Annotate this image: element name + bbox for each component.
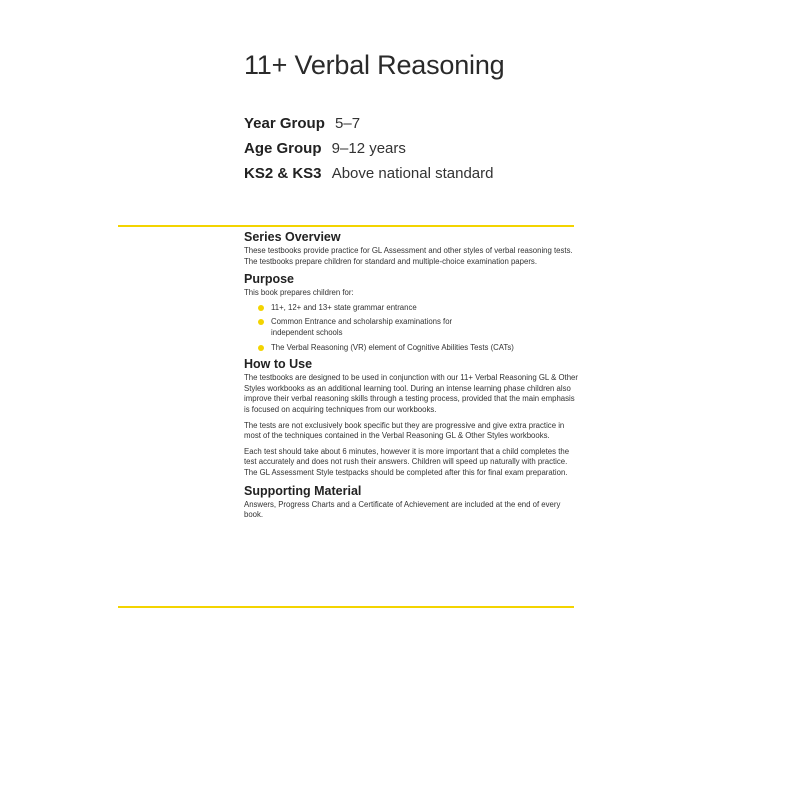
purpose-list [244, 303, 578, 353]
meta-label: KS2 & KS3 [244, 165, 322, 182]
meta-label: Age Group [244, 140, 322, 157]
meta-row-key-stage [244, 163, 494, 188]
section-intro: This book prepares children for: [244, 288, 354, 298]
book-meta [244, 113, 494, 188]
section-text: Answers, Progress Charts and a Certificate of Achievement are included at the end of every book. [244, 499, 561, 520]
section-supporting-material [244, 484, 578, 521]
list-item [244, 343, 578, 354]
top-divider [118, 225, 574, 227]
meta-row-age-group [244, 138, 494, 163]
list-item [244, 303, 578, 314]
description-panel [244, 230, 578, 526]
section-paragraph: Each test should take about 6 minutes, however it is more important that a child completes the test accurately and does not rush their answers. Children will speed up naturally with practice. The GL Assessment Style testpacks should be completed after this for final exam preparation. [244, 446, 570, 477]
bullet-dot-icon [258, 305, 264, 311]
section-heading: Purpose [244, 272, 295, 287]
list-item-text: Common Entrance and scholarship examinations for independent schools [271, 317, 453, 337]
meta-value: 9–12 years [331, 140, 406, 157]
bottom-divider [118, 606, 574, 608]
section-paragraph: The tests are not exclusively book specific but they are progressive and give extra practice in most of the techniques contained in the Verbal Reasoning GL & Other Styles workbooks. [244, 420, 565, 441]
list-item-text: The Verbal Reasoning (VR) element of Cognitive Abilities Tests (CATs) [271, 342, 514, 352]
section-heading: Supporting Material [244, 483, 362, 498]
section-heading: How to Use [244, 357, 313, 372]
meta-value: 5–7 [335, 115, 361, 132]
list-item-text: 11+, 12+ and 13+ state grammar entrance [271, 302, 417, 312]
section-series-overview [244, 230, 578, 267]
section-paragraph: The testbooks are designed to be used in conjunction with our 11+ Verbal Reasoning GL & Other Styles workbooks as an additional learning tool. During an intense learning phase children also improve their verbal reasoning skills through a testing process, provided that the main emphasis is focused on acquiring techniques from our workbooks. [244, 373, 578, 414]
meta-row-year-group [244, 113, 494, 138]
bullet-dot-icon [258, 345, 264, 351]
page-title: 11+ Verbal Reasoning [244, 50, 505, 80]
section-purpose [244, 272, 578, 353]
meta-value: Above national standard [331, 165, 494, 182]
section-how-to-use [244, 357, 578, 478]
bullet-dot-icon [258, 319, 264, 325]
list-item [244, 317, 578, 338]
section-text: These testbooks provide practice for GL Assessment and other styles of verbal reasoning tests. The testbooks prepare children for standard and multiple-choice examination papers. [244, 246, 573, 266]
section-heading: Series Overview [244, 230, 341, 244]
meta-label: Year Group [244, 115, 325, 132]
